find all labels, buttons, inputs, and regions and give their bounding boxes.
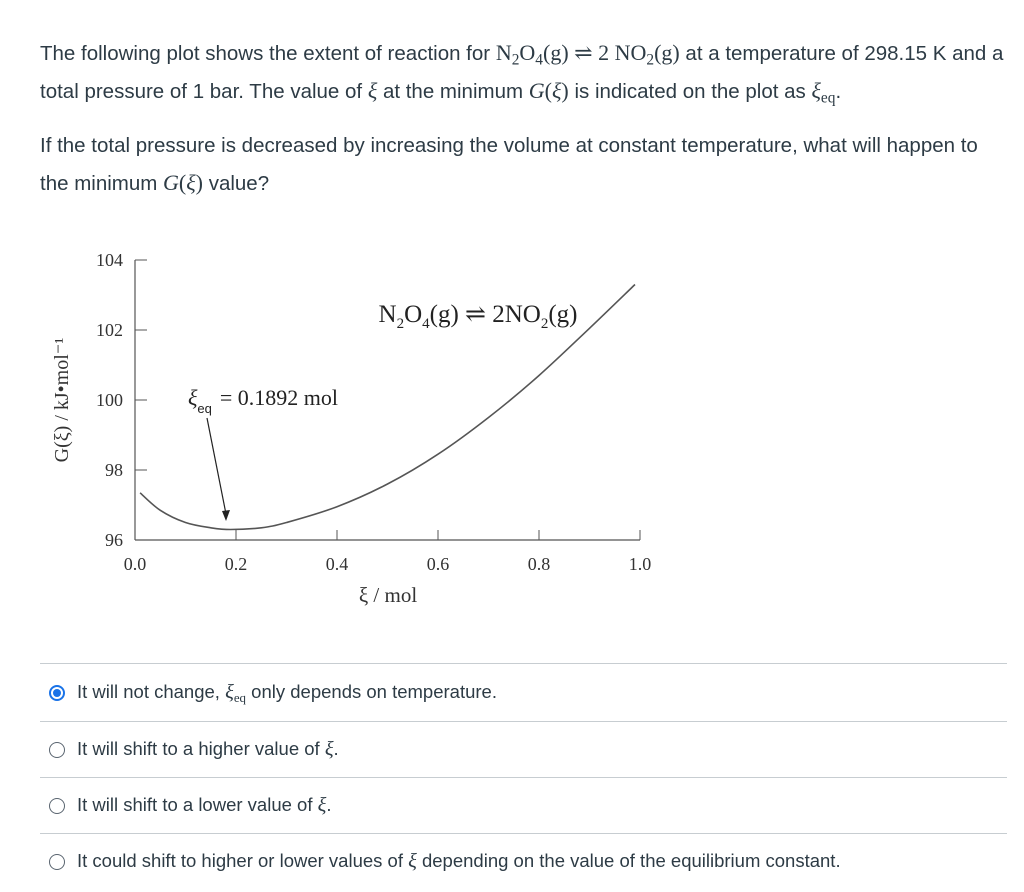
y-tick-label: 104 (96, 250, 123, 270)
question-text (40, 34, 1010, 202)
question-paragraph-1: The following plot shows the extent of reaction for $N_2O_4(g)$ ⇌ 2 $NO_2(g)$ at a temperature of 298.15 K and a total pressure of 1 bar. The value of ξ at the minimum G(ξ) is indicated on the plot as $\xi_{eq}$. (40, 40, 1004, 107)
question-text-2a: If the total pressure is decreased by increasing the volume at constant temperature, what will happen to the minimum (40, 134, 978, 195)
answer-option-1[interactable] (40, 663, 1007, 721)
gibbs-energy-plot (0, 240, 700, 620)
x-tick-label: 0.6 (426, 554, 450, 574)
radio-button[interactable] (49, 685, 65, 701)
x-tick-label: 0.0 (123, 554, 147, 574)
xi-symbol: ξ (367, 78, 378, 103)
radio-button[interactable] (49, 742, 65, 758)
annotation-arrowhead (222, 510, 230, 521)
x-tick-label: 1.0 (628, 554, 652, 574)
x-tick-label: 0.4 (325, 554, 349, 574)
answer-label: It could shift to higher or lower values of ξ depending on the value of the equilibrium constant. (77, 850, 841, 872)
xi-eq-symbol: $\xi_{eq}$ (811, 78, 836, 107)
question-text-1b: at a temperature of 298.15 K and a total pressure of 1 bar. The value of (40, 42, 1004, 103)
y-axis-label: G(ξ) / kJ•mol⁻¹ (51, 337, 73, 463)
annotation-arrow (207, 418, 226, 514)
answer-label: It will not change, $\xi_{eq}$ only depends on temperature. (77, 681, 497, 705)
g-xi-symbol: G(ξ) (528, 78, 569, 103)
answer-options (40, 663, 1007, 889)
reaction-label: $N_2O_4(g)$ ⇌ $2NO_2(g)$ (378, 301, 578, 332)
answer-label: It will shift to a lower value of ξ. (77, 794, 332, 816)
y-tick-label: 100 (96, 390, 123, 410)
xi-eq-annotation: $\xi_{eq} = 0.1892$ mol (188, 385, 339, 416)
question-text-1c: at the minimum (377, 80, 529, 103)
reaction-equation: $N_2O_4(g)$ ⇌ 2 $NO_2(g)$ (495, 40, 680, 69)
y-tick-label: 96 (105, 530, 123, 550)
answer-option-2[interactable] (40, 721, 1007, 777)
question-text-1a: The following plot shows the extent of reaction for (40, 42, 496, 65)
y-ticks (96, 250, 147, 550)
y-tick-label: 98 (105, 460, 123, 480)
g-xi-symbol-2: G(ξ) (163, 170, 203, 195)
x-ticks (124, 530, 652, 574)
question-text-1d: is indicated on the plot as (568, 80, 812, 103)
x-tick-label: 0.2 (224, 554, 248, 574)
x-tick-label: 0.8 (527, 554, 551, 574)
radio-button[interactable] (49, 854, 65, 870)
radio-button[interactable] (49, 798, 65, 814)
answer-label: It will shift to a higher value of ξ. (77, 738, 339, 760)
plot-svg (0, 240, 700, 620)
question-paragraph-2 (40, 127, 1010, 202)
answer-option-4[interactable] (40, 833, 1007, 889)
answer-option-3[interactable] (40, 777, 1007, 833)
y-tick-label: 102 (96, 320, 123, 340)
x-axis-label: ξ / mol (358, 583, 418, 607)
question-text-2b: value? (203, 172, 270, 195)
